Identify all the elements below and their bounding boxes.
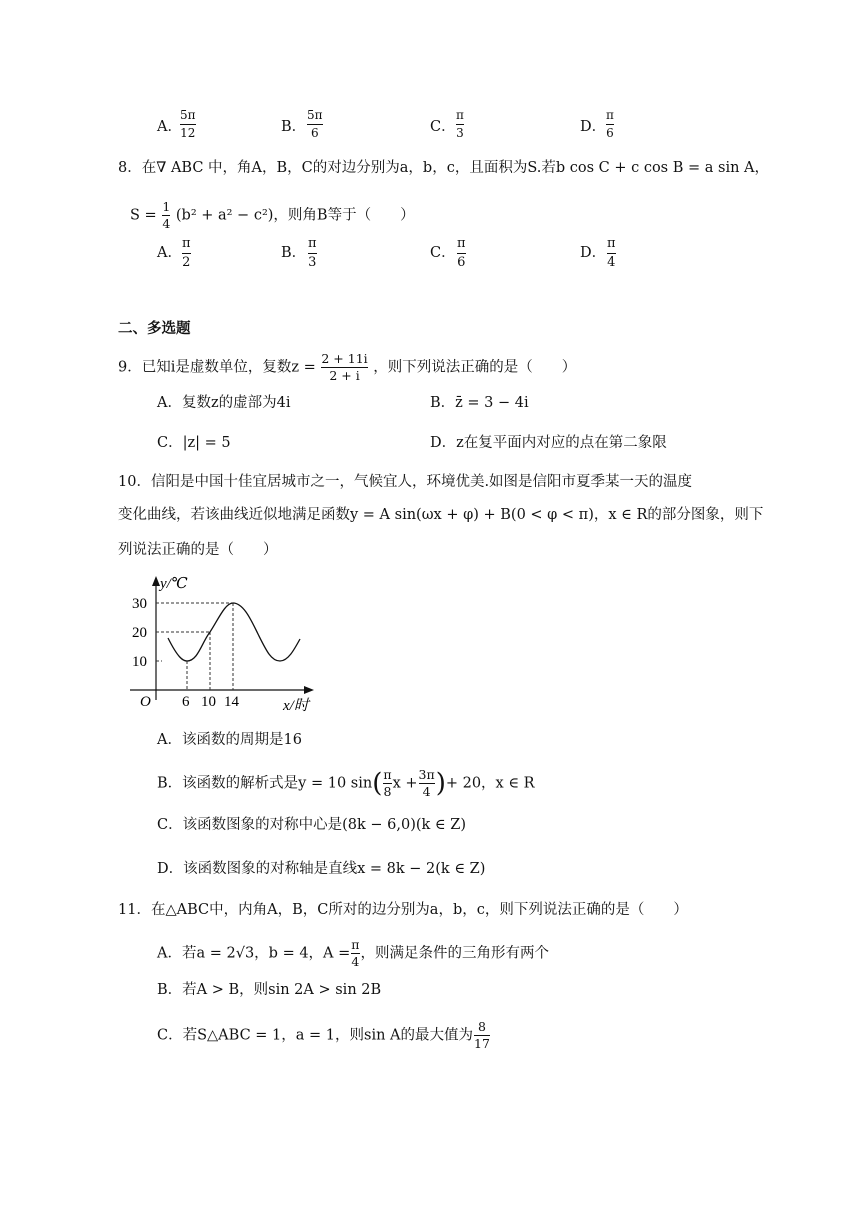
section-heading-multiple-choice: 二、多选题: [118, 321, 191, 337]
q11-option-a: A．若a = 2√3，b = 4，A = $\frac{\pi}{4}$ ，则满足条件的三角形有两个: [157, 937, 549, 969]
x-tick-10: 10: [201, 694, 216, 710]
q10-stem-line2: 变化曲线，若该曲线近似地满足函数y = A sin(ωx + φ) + B(0 < φ < π)，x ∈ R的部分图象，则下: [118, 507, 764, 523]
y-tick-20: 20: [132, 625, 147, 641]
q9-stem: 9．已知i是虚数单位，复数z = $\frac{2 + 11i}{2 + i}$ ，则下列说法正确的是（ ）: [118, 351, 577, 383]
temperature-graph: [120, 572, 330, 717]
q7-option-b-letter: B．: [281, 119, 307, 135]
q10-stem-line1: 10．信阳是中国十佳宜居城市之一，气候宜人，环境优美.如图是信阳市夏季某一天的温度: [118, 474, 693, 490]
q7-option-a-value: 5π 12: [180, 108, 196, 140]
origin-label: O: [140, 694, 151, 710]
q8-option-c-value: π 6: [457, 236, 466, 270]
q11-option-b: B．若A > B，则sin 2A > sin 2B: [157, 982, 382, 998]
x-axis-label: x/时: [283, 698, 309, 714]
q10-option-d: D．该函数图象的对称轴是直线x = 8k − 2(k ∈ Z): [157, 861, 486, 877]
q7-option-c-letter: C．: [430, 119, 456, 135]
q9-option-c: C．|z| = 5: [157, 435, 231, 451]
q10-option-a: A．该函数的周期是16: [157, 732, 302, 748]
q11-option-c: C．若S△ABC = 1，a = 1，则sin A的最大值为 $\frac{8}{17}$: [157, 1019, 490, 1051]
q9-option-d: D．z在复平面内对应的点在第二象限: [430, 435, 667, 451]
q10-option-c: C．该函数图象的对称中心是(8k − 6,0)(k ∈ Z): [157, 817, 466, 833]
q7-option-d-letter: D．: [580, 119, 607, 135]
q10-option-b: B．该函数的解析式是y = 10 sin( $\frac{\pi}{8}$ x + $\frac{3\pi}{4}$ )+ 20，x ∈ R: [157, 767, 535, 799]
x-tick-14: 14: [224, 694, 239, 710]
q8-option-a-letter: A．: [157, 245, 182, 261]
y-axis-arrow: [152, 576, 160, 586]
q8-option-b-letter: B．: [281, 245, 307, 261]
q10-stem-line3: 列说法正确的是（ ）: [118, 542, 278, 558]
q7-option-d-value: π 6: [606, 108, 614, 140]
q7-option-b-value: 5π 6: [307, 108, 323, 140]
x-tick-6: 6: [182, 694, 190, 710]
q9-option-b: B．z̄ = 3 − 4i: [430, 395, 529, 411]
q8-option-b-value: π 3: [308, 236, 317, 270]
q8-option-a-value: π 2: [182, 236, 191, 270]
q8-option-d-value: π 4: [607, 236, 616, 270]
q8-fraction: $\frac{1}{4}$: [162, 199, 171, 231]
q7-option-a-letter: A．: [157, 119, 182, 135]
q11-stem: 11．在△ABC中，内角A，B，C所对的边分别为a，b，c，则下列说法正确的是（ ）: [118, 902, 688, 918]
q8-stem-line1: 8．在∇ ABC 中，角A，B，C的对边分别为a，b，c，且面积为S.若b cos C + c cos B = a sin A，: [118, 160, 770, 176]
y-tick-30: 30: [132, 596, 147, 612]
q9-option-a: A．复数z的虚部为4i: [157, 395, 291, 411]
q9-fraction: $\frac{2 + 11i}{2 + i}$: [321, 351, 368, 383]
q8-option-d-letter: D．: [580, 245, 607, 261]
q8-stem-line2: S = $\frac{1}{4}$ (b² + a² − c²)，则角B等于（ ）: [130, 199, 415, 231]
y-axis-label: y/℃: [160, 576, 188, 592]
x-axis-arrow: [304, 686, 314, 694]
q8-option-c-letter: C．: [430, 245, 456, 261]
y-tick-10: 10: [132, 654, 147, 670]
q7-option-c-value: π 3: [456, 108, 464, 140]
